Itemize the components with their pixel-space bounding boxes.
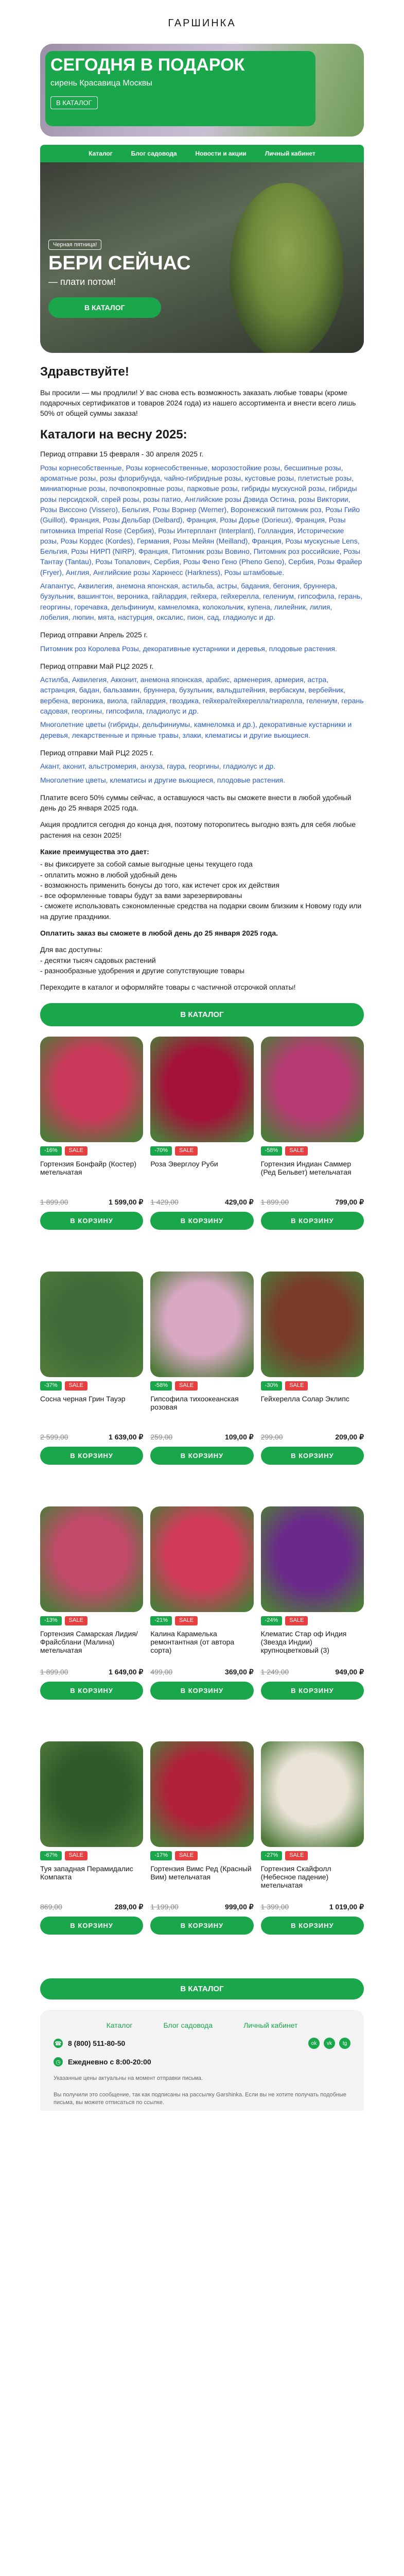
product-name[interactable]: Гипсофила тихоокеанская розовая xyxy=(150,1395,239,1412)
catalog-period: Период отправки Май РЦ2 2025 г. xyxy=(40,662,154,670)
promo-text: Акция продлится сегодня до конца дня, поэтому поторопитесь выгодно взять для себя любые растения на сезон 2025! xyxy=(40,820,356,839)
old-price: 1 199,00 xyxy=(150,1903,179,1911)
catalog-links-secondary[interactable]: Многолетние цветы, клематисы и другие вьющиеся, плодовые растения. xyxy=(40,775,285,784)
old-price: 1 899,00 xyxy=(260,1198,289,1207)
nav-item-catalog[interactable]: Каталог xyxy=(89,150,113,157)
product-image[interactable] xyxy=(261,1037,364,1142)
vk-icon[interactable]: vk xyxy=(324,2038,335,2049)
catalog-links-secondary[interactable]: Многолетние цветы (гибриды, дельфиниумы, камнеломка и др.), декоративные кустарники и деревья, лекарственные и пряные травы, злаки, клематисы и другие вьющиеся. xyxy=(40,720,352,739)
product-image[interactable] xyxy=(150,1037,253,1142)
product-image[interactable] xyxy=(261,1506,364,1612)
footer-links xyxy=(54,2021,350,2029)
add-to-cart-button[interactable]: В КОРЗИНУ xyxy=(150,1917,253,1935)
add-to-cart-button[interactable]: В КОРЗИНУ xyxy=(261,1682,364,1700)
advantage-item: - возможность применить бонусы до того, как истечет срок их действия xyxy=(40,880,279,889)
bottom-catalog-button[interactable]: В КАТАЛОГ xyxy=(40,1978,364,1999)
catalogs-title: Каталоги на весну 2025: xyxy=(40,427,187,442)
add-to-cart-button[interactable]: В КОРЗИНУ xyxy=(150,1212,253,1230)
product-name[interactable]: Гейхерелла Солар Эклипс xyxy=(260,1395,349,1403)
product-name[interactable]: Клематис Стар оф Индия (Звезда Индии) крупноцветковый (3) xyxy=(260,1630,347,1655)
catalog-period: Период отправки Май РЦ2 2025 г. xyxy=(40,748,154,757)
clock-icon: ◷ xyxy=(54,2057,63,2066)
available-item: - разнообразные удобрения и другие сопутствующие товары xyxy=(40,966,245,975)
phone-icon: ☎ xyxy=(54,2039,63,2048)
product-image[interactable] xyxy=(150,1506,253,1612)
sale-badge: SALE xyxy=(285,1851,308,1860)
product-card[interactable] xyxy=(150,1272,253,1498)
unsubscribe-text[interactable]: Вы получили это сообщение, так как подписаны на рассылку Garshinka. Если вы не хотите получать подобные письма, вы можете отписаться по ссылке. xyxy=(54,2091,347,2106)
advantage-item: - вы фиксируете за собой самые выгодные цены текущего года xyxy=(40,860,253,869)
intro-text: Вы просили — мы продлили! У вас снова есть возможность заказать любые товары (кроме подарочных сертификатов и товаров 2024 года) из нашего ассортимента и внести всего лишь 50% от общей суммы заказа! xyxy=(40,388,356,418)
gift-banner-subtitle: сирень Красавица Москвы xyxy=(50,79,152,88)
sale-badge: SALE xyxy=(65,1381,87,1391)
sale-badge: SALE xyxy=(65,1146,87,1156)
greeting: Здравствуйте! xyxy=(40,365,129,379)
discount-badge: -24% xyxy=(261,1616,283,1625)
price: 369,00 ₽ xyxy=(225,1668,254,1676)
add-to-cart-button[interactable]: В КОРЗИНУ xyxy=(150,1447,253,1465)
footer-link-blog[interactable]: Блог садовода xyxy=(163,2021,213,2030)
gift-banner[interactable] xyxy=(40,44,364,137)
product-card[interactable] xyxy=(261,1037,364,1263)
product-name[interactable]: Гортензия Индиан Саммер (Ред Бельвет) метельчатая xyxy=(260,1160,352,1177)
catalog-block-2 xyxy=(40,630,364,654)
catalog-period: Период отправки Апрель 2025 г. xyxy=(40,631,148,639)
black-friday-subtitle: — плати потом! xyxy=(48,277,116,287)
sale-badge: SALE xyxy=(65,1616,87,1625)
old-price: 1 899,00 xyxy=(40,1198,68,1207)
sale-badge: SALE xyxy=(285,1381,308,1391)
cta-text: Переходите в каталог и оформляйте товары с частичной отсрочкой оплаты! xyxy=(40,983,296,992)
price: 1 599,00 ₽ xyxy=(109,1198,144,1207)
product-card[interactable] xyxy=(150,1741,253,1968)
catalog-links[interactable]: Розы корнесобственные, Розы корнесобственные, морозостойкие розы, бесшипные розы, ароматные розы, розы флорибунда, чайно-гибридные розы, кустовые розы, плетистые розы, миниатюрные розы, почвопокровные розы, парковые розы, гибриды мускусной розы, гибриды розы персидской, спрей розы, розы патио, Английские розы Дэвида Остина, розы Виктории, Розы Виссоно (Vissero), Бельгия, Розы Вэрнер (Werner), Воронежский питомник роз, Розы Гийо (Guillot), Франция, Розы Дельбар (Delbard), Франция, Розы Дорье (Dorieux), Франция, Розы питомника Imperial Rose (Сербия), Розы Интерплант (Interplant), Голландия, Исторические розы, Розы Кордес (Kordes), Германия, Розы Мейян (Meilland), Франция, Розы мускусные Lens, Бельгия, Розы НИРП (NIRP), Франция, Питомник розы Вовино, Питомник роз российские, Розы Тантау (Tantau), Розы Топалович, Сербия, Розы Фено Гено (Pheno Geno), Сербия, Розы Фрайер (Fryer), Англия, Английские розы Харкнесс (Harkness), Розы штамбовые. xyxy=(40,463,362,577)
product-name[interactable]: Туя западная Перамидалис Компакта xyxy=(40,1865,133,1882)
discount-badge: -70% xyxy=(150,1146,172,1156)
black-friday-badge: Черная пятница! xyxy=(48,240,101,250)
product-name[interactable]: Калина Карамелька ремонтантная (от автора сорта) xyxy=(150,1630,235,1655)
discount-badge: -27% xyxy=(261,1851,283,1860)
product-name[interactable]: Роза Эверглоу Руби xyxy=(150,1160,218,1168)
discount-badge: -67% xyxy=(40,1851,62,1860)
catalog-links[interactable]: Питомник роз Королева Розы, декоративные кустарники и деревья, плодовые растения. xyxy=(40,644,337,653)
phone-number[interactable]: 8 (800) 511-80-50 xyxy=(68,2039,126,2048)
product-card[interactable] xyxy=(261,1506,364,1733)
product-image[interactable] xyxy=(40,1506,143,1612)
add-to-cart-button[interactable]: В КОРЗИНУ xyxy=(261,1447,364,1465)
gift-banner-button[interactable]: В КАТАЛОГ xyxy=(50,96,98,109)
black-friday-title: БЕРИ СЕЙЧАС xyxy=(48,252,191,274)
price: 949,00 ₽ xyxy=(335,1668,364,1676)
catalog-button[interactable]: В КАТАЛОГ xyxy=(40,1003,364,1027)
product-name[interactable]: Гортензия Скайфолл (Небесное падение) метельчатая xyxy=(260,1865,331,1890)
product-name[interactable]: Гортензия Самарская Лидия/Фрайсблани (Малина) метельчатая xyxy=(40,1630,138,1655)
product-image[interactable] xyxy=(261,1741,364,1847)
price: 429,00 ₽ xyxy=(225,1198,254,1207)
old-price: 1 429,00 xyxy=(150,1198,179,1207)
catalog-links[interactable]: Акант, аконит, альстромерия, анхуза, гаура, георгины, гладиолус и др. xyxy=(40,762,276,771)
top-nav xyxy=(40,145,364,162)
add-to-cart-button[interactable]: В КОРЗИНУ xyxy=(40,1212,143,1230)
discount-badge: -58% xyxy=(261,1146,283,1156)
old-price: 299,00 xyxy=(260,1433,283,1442)
catalog-links[interactable]: Астилба, Аквилегия, Акконит, анемона японская, арабис, арменерия, армерия, астра, астранция, бадан, бальзамин, бруннера, бузульник, вальдштейния, вербаскум, вербейник, вербена, вероника, виола, гайлардия, гвоздика, гейхера/гейхерелла/тиарелла, гелениум, герань садовая, георгины, гипсофила, гладиолус и др. xyxy=(40,675,364,716)
sale-badge: SALE xyxy=(285,1616,308,1625)
old-price: 1 399,00 xyxy=(260,1903,289,1911)
add-to-cart-button[interactable]: В КОРЗИНУ xyxy=(261,1917,364,1935)
price-disclaimer: Указанные цены актуальны на момент отправки письма. xyxy=(54,2075,203,2082)
old-price: 1 899,00 xyxy=(40,1668,68,1676)
product-card[interactable] xyxy=(40,1272,143,1498)
discount-badge: -13% xyxy=(40,1616,62,1625)
discount-badge: -58% xyxy=(150,1381,172,1391)
price: 999,00 ₽ xyxy=(225,1903,254,1911)
price: 1 649,00 ₽ xyxy=(109,1668,144,1676)
catalog-block-4 xyxy=(40,748,364,785)
available-title: Для вас доступны: xyxy=(40,945,102,954)
sale-badge: SALE xyxy=(175,1616,198,1625)
product-card[interactable] xyxy=(150,1037,253,1263)
advantages-title: Какие преимущества это дает: xyxy=(40,847,149,856)
email-container xyxy=(40,0,364,2111)
catalog-block-1 xyxy=(40,449,364,622)
price: 799,00 ₽ xyxy=(335,1198,364,1207)
available-item: - десятки тысяч садовых растений xyxy=(40,956,156,964)
price: 289,00 ₽ xyxy=(114,1903,144,1911)
black-friday-button[interactable]: В КАТАЛОГ xyxy=(48,297,161,318)
add-to-cart-button[interactable]: В КОРЗИНУ xyxy=(40,1447,143,1465)
product-card[interactable] xyxy=(261,1741,364,1968)
product-card[interactable] xyxy=(261,1272,364,1498)
footer xyxy=(40,2010,364,2111)
product-card[interactable] xyxy=(40,1741,143,1968)
sale-badge: SALE xyxy=(175,1381,198,1391)
add-to-cart-button[interactable]: В КОРЗИНУ xyxy=(40,1917,143,1935)
discount-badge: -21% xyxy=(150,1616,172,1625)
payment-text: Платите всего 50% суммы сейчас, а оставшуюся часть вы сможете внести в любой удобный день до 25 января 2025 года. xyxy=(40,793,352,812)
product-image[interactable] xyxy=(40,1272,143,1377)
gift-banner-title: СЕГОДНЯ В ПОДАРОК xyxy=(50,55,245,75)
catalog-links-secondary[interactable]: Агапантус, Аквилегия, анемона японская, астильба, астры, бадания, бегония, бруннера, бузульник, вашингтон, вероника, гайлардия, гейхера, гейхерелла, гелениум, гипсофила, герань, георгины, горечавка, дельфиниум, камнеломка, колокольчик, купена, лилейник, лилия, лобелия, люпин, мята, настурция, оксалис, пион, сад, гладиолус и др. xyxy=(40,582,363,621)
footer-link-account[interactable]: Личный кабинет xyxy=(243,2021,298,2030)
sale-badge: SALE xyxy=(285,1146,308,1156)
old-price: 259,00 xyxy=(150,1433,173,1442)
advantage-item: - оплатить можно в любой удобный день xyxy=(40,870,177,879)
deadline-text: Оплатить заказ вы сможете в любой день до 25 января 2025 года. xyxy=(40,929,278,938)
product-name[interactable]: Гортензия Бонфайр (Костер) метельчатая xyxy=(40,1160,136,1177)
product-name[interactable]: Сосна черная Грин Тауэр xyxy=(40,1395,126,1403)
social-icons xyxy=(308,2038,350,2049)
product-image[interactable] xyxy=(40,1037,143,1142)
black-friday-banner[interactable] xyxy=(40,162,364,353)
nav-item-news[interactable]: Новости и акции xyxy=(195,150,247,157)
price: 109,00 ₽ xyxy=(225,1433,254,1442)
product-image[interactable] xyxy=(150,1741,253,1847)
nav-item-account[interactable]: Личный кабинет xyxy=(265,150,315,157)
discount-badge: -37% xyxy=(40,1381,62,1391)
add-to-cart-button[interactable]: В КОРЗИНУ xyxy=(150,1682,253,1700)
nav-item-blog[interactable]: Блог садовода xyxy=(131,150,177,157)
old-price: 2 599,00 xyxy=(40,1433,68,1442)
price: 1 019,00 ₽ xyxy=(329,1903,364,1911)
advantage-item: - все оформленные товары будут за вами зарезервированы xyxy=(40,891,242,900)
sale-badge: SALE xyxy=(175,1851,198,1860)
add-to-cart-button[interactable]: В КОРЗИНУ xyxy=(40,1682,143,1700)
product-grid xyxy=(40,1037,364,1968)
product-image[interactable] xyxy=(150,1272,253,1377)
catalog-period: Период отправки 15 февраля - 30 апреля 2025 г. xyxy=(40,450,204,459)
sale-badge: SALE xyxy=(175,1146,198,1156)
price: 209,00 ₽ xyxy=(335,1433,364,1442)
working-hours: Ежедневно с 8:00-20:00 xyxy=(68,2058,151,2066)
product-card[interactable] xyxy=(40,1037,143,1263)
advantage-item: - сможете использовать сэкономленные средства на подарки своим близким к Новому году или на другие праздники. xyxy=(40,902,362,921)
product-card[interactable] xyxy=(150,1506,253,1733)
discount-badge: -17% xyxy=(150,1851,172,1860)
product-image[interactable] xyxy=(261,1272,364,1377)
price: 1 639,00 ₽ xyxy=(109,1433,144,1442)
letter-body xyxy=(40,353,364,1026)
discount-badge: -30% xyxy=(261,1381,283,1391)
old-price: 499,00 xyxy=(150,1668,173,1676)
brand-logo[interactable]: ГАРШИНКА xyxy=(168,18,236,29)
old-price: 1 249,00 xyxy=(260,1668,289,1676)
old-price: 869,00 xyxy=(40,1903,62,1911)
product-image[interactable] xyxy=(40,1741,143,1847)
add-to-cart-button[interactable]: В КОРЗИНУ xyxy=(261,1212,364,1230)
discount-badge: -16% xyxy=(40,1146,62,1156)
catalog-block-3 xyxy=(40,661,364,740)
sale-badge: SALE xyxy=(65,1851,87,1860)
ok-icon[interactable]: ok xyxy=(308,2038,320,2049)
product-name[interactable]: Гортензия Вимс Ред (Красный Вим) метельчатая xyxy=(150,1865,252,1882)
telegram-icon[interactable]: tg xyxy=(339,2038,350,2049)
plant-image xyxy=(230,183,343,353)
product-card[interactable] xyxy=(40,1506,143,1733)
footer-link-catalog[interactable]: Каталог xyxy=(106,2021,133,2030)
